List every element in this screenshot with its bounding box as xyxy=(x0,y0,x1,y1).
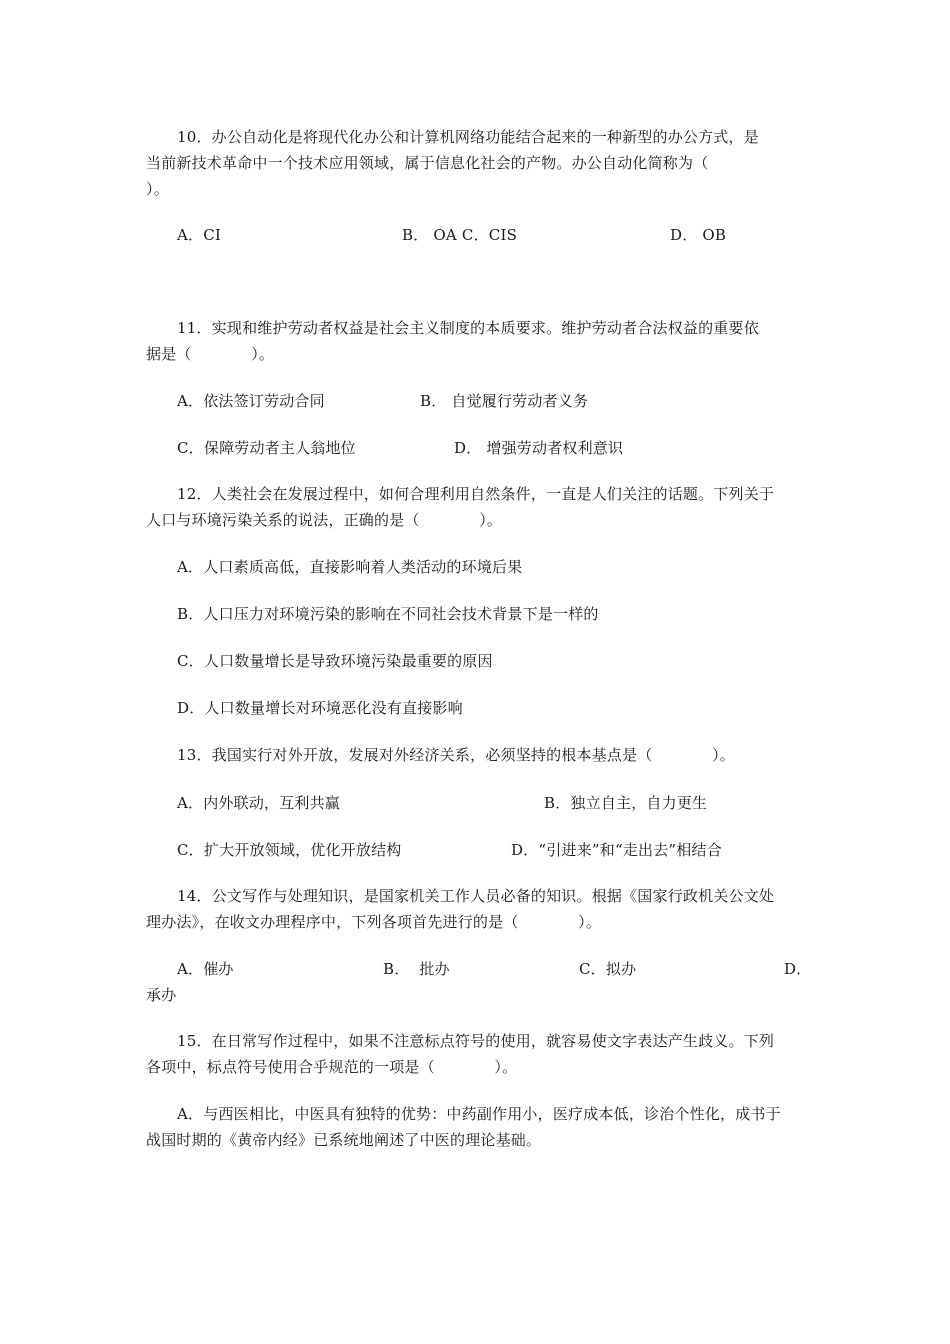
q14-option-b: B． 批办 xyxy=(383,960,450,978)
q12-option-b: B．人口压力对环境污染的影响在不同社会技术背景下是一样的 xyxy=(177,605,599,623)
q14-option-c: C．拟办 xyxy=(579,960,637,978)
q10-stem-line1: 10．办公自动化是将现代化办公和计算机网络功能结合起来的一种新型的办公方式，是 xyxy=(177,128,759,146)
q12-stem-line2: 人口与环境污染关系的说法，正确的是（ ）。 xyxy=(146,511,503,529)
q11-option-a: A．依法签订劳动合同 xyxy=(177,392,325,410)
q10-option-d: D． OB xyxy=(670,226,727,244)
q10-stem-line3: ）。 xyxy=(146,180,169,198)
q15-option-a-line1: A．与西医相比，中医具有独特的优势：中药副作用小，医疗成本低，诊治个性化，成书于 xyxy=(177,1105,781,1123)
q13-stem-line1: 13．我国实行对外开放，发展对外经济关系，必须坚持的根本基点是（ ）。 xyxy=(177,746,736,764)
q13-option-a: A．内外联动，互利共赢 xyxy=(177,794,341,812)
q12-option-c: C．人口数量增长是导致环境污染最重要的原因 xyxy=(177,652,493,670)
q15-option-a-line2: 战国时期的《黄帝内经》已系统地阐述了中医的理论基础。 xyxy=(146,1131,542,1149)
q13-option-b: B．独立自主，自力更生 xyxy=(544,794,708,812)
q10-stem-line2: 当前新技术革命中一个技术应用领域，属于信息化社会的产物。办公自动化简称为（ xyxy=(146,154,709,172)
q13-option-d: D．“引进来”和“走出去”相结合 xyxy=(511,841,722,859)
q10-option-bc: B． OA C．CIS xyxy=(402,226,518,244)
q14-option-a: A．催办 xyxy=(177,960,234,978)
q12-option-d: D．人口数量增长对环境恶化没有直接影响 xyxy=(177,699,463,717)
q15-stem-line1: 15．在日常写作过程中，如果不注意标点符号的使用，就容易使文字表达产生歧义。下列 xyxy=(177,1032,775,1050)
q13-option-c: C．扩大开放领域，优化开放结构 xyxy=(177,841,402,859)
q11-option-b: B． 自觉履行劳动者义务 xyxy=(420,392,589,410)
q11-option-c: C．保障劳动者主人翁地位 xyxy=(177,439,356,457)
q14-stem-line1: 14．公文写作与处理知识，是国家机关工作人员必备的知识。根据《国家行政机关公文处 xyxy=(177,887,775,905)
q12-option-a: A．人口素质高低，直接影响着人类活动的环境后果 xyxy=(177,558,523,576)
q14-option-d-text: 承办 xyxy=(146,986,177,1004)
q10-option-a: A．CI xyxy=(177,226,222,244)
q14-stem-line2: 理办法》，在收文办理程序中，下列各项首先进行的是（ ）。 xyxy=(146,913,602,931)
q15-stem-line2: 各项中，标点符号使用合乎规范的一项是（ ）。 xyxy=(146,1058,518,1076)
q11-stem-line2: 据是（ ）。 xyxy=(146,345,275,363)
q11-option-d: D． 增强劳动者权利意识 xyxy=(454,439,624,457)
q12-stem-line1: 12．人类社会在发展过程中，如何合理利用自然条件，一直是人们关注的话题。下列关于 xyxy=(177,485,775,503)
q11-stem-line1: 11．实现和维护劳动者权益是社会主义制度的本质要求。维护劳动者合法权益的重要依 xyxy=(177,319,759,337)
q14-option-d-label: D． xyxy=(784,960,812,978)
